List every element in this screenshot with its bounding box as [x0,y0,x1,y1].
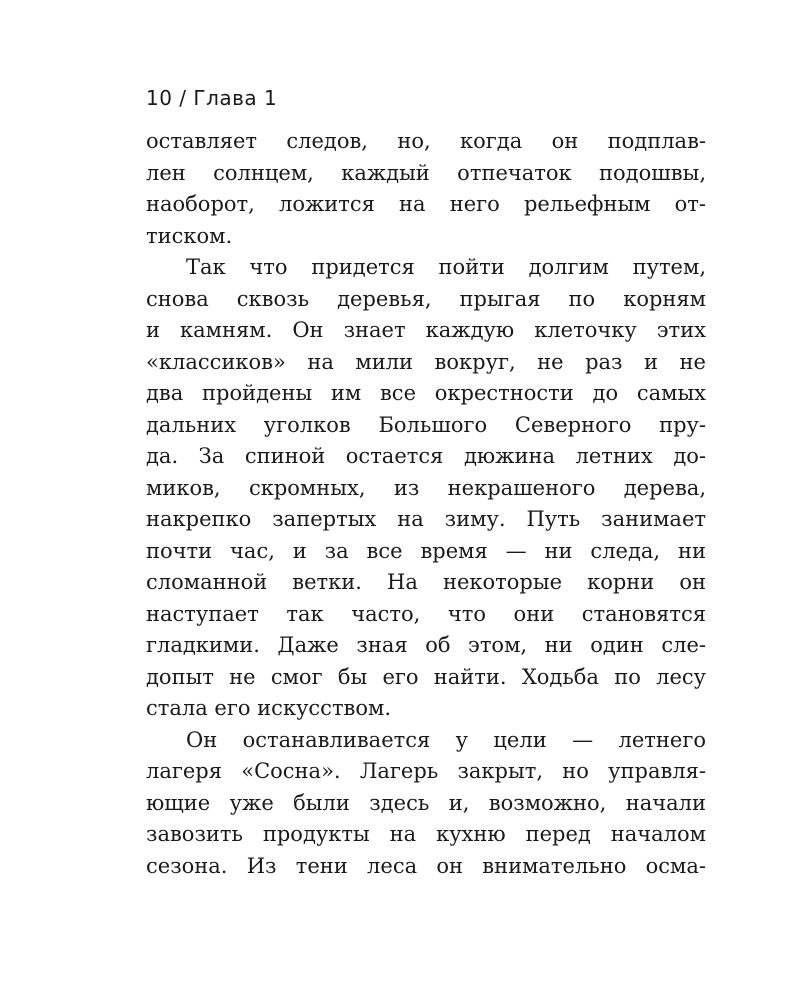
paragraph-3 [146,725,706,883]
text-line: и камням. Он знает каждую клеточку этих [146,318,706,342]
text-line: наоборот, ложится на него рельефным от- [146,192,706,216]
text-line: накрепко запертых на зиму. Путь занимает [146,507,706,531]
paragraph-1 [146,126,706,252]
text-line: два пройдены им все окрестности до самых [146,381,706,405]
text-line: оставляет следов, но, когда он подплав- [146,129,706,153]
text-line: завозить продукты на кухню перед началом [146,822,706,846]
paragraph-2 [146,252,706,725]
text-line: почти час, и за все время — ни следа, ни [146,538,706,563]
text-line: Он останавливается у цели — летнего [186,727,706,752]
text-line: лен солнцем, каждый отпечаток подошвы, [146,160,706,185]
text-line: допыт не смог бы его найти. Ходьба по лесу [146,664,706,689]
text-line: Так что придется пойти долгим путем, [186,255,706,279]
text-line: сломанной ветки. На некоторые корни он [146,570,706,594]
text-line: ющие уже были здесь и, возможно, начали [146,790,706,815]
text-line: гладкими. Даже зная об этом, ни один сле- [146,633,706,657]
text-line: наступает так часто, что они становятся [146,601,706,626]
text-line: тиском. [146,223,233,248]
text-line: «классиков» на мили вокруг, не раз и не [146,349,706,374]
body-text [146,126,706,882]
text-line: стала его искусством. [146,696,392,720]
running-head: 10 / Глава 1 [146,86,278,110]
text-line: лагеря «Сосна». Лагерь закрыт, но управля- [146,759,706,783]
text-line: снова сквозь деревья, прыгая по корням [146,286,706,311]
text-line: дальних уголков Большого Северного пру- [146,412,706,437]
text-line: сезона. Из тени леса он внимательно осма- [146,853,706,878]
text-line: миков, скромных, из некрашеного дерева, [146,475,706,500]
text-line: да. За спиной остается дюжина летних до- [146,444,706,468]
